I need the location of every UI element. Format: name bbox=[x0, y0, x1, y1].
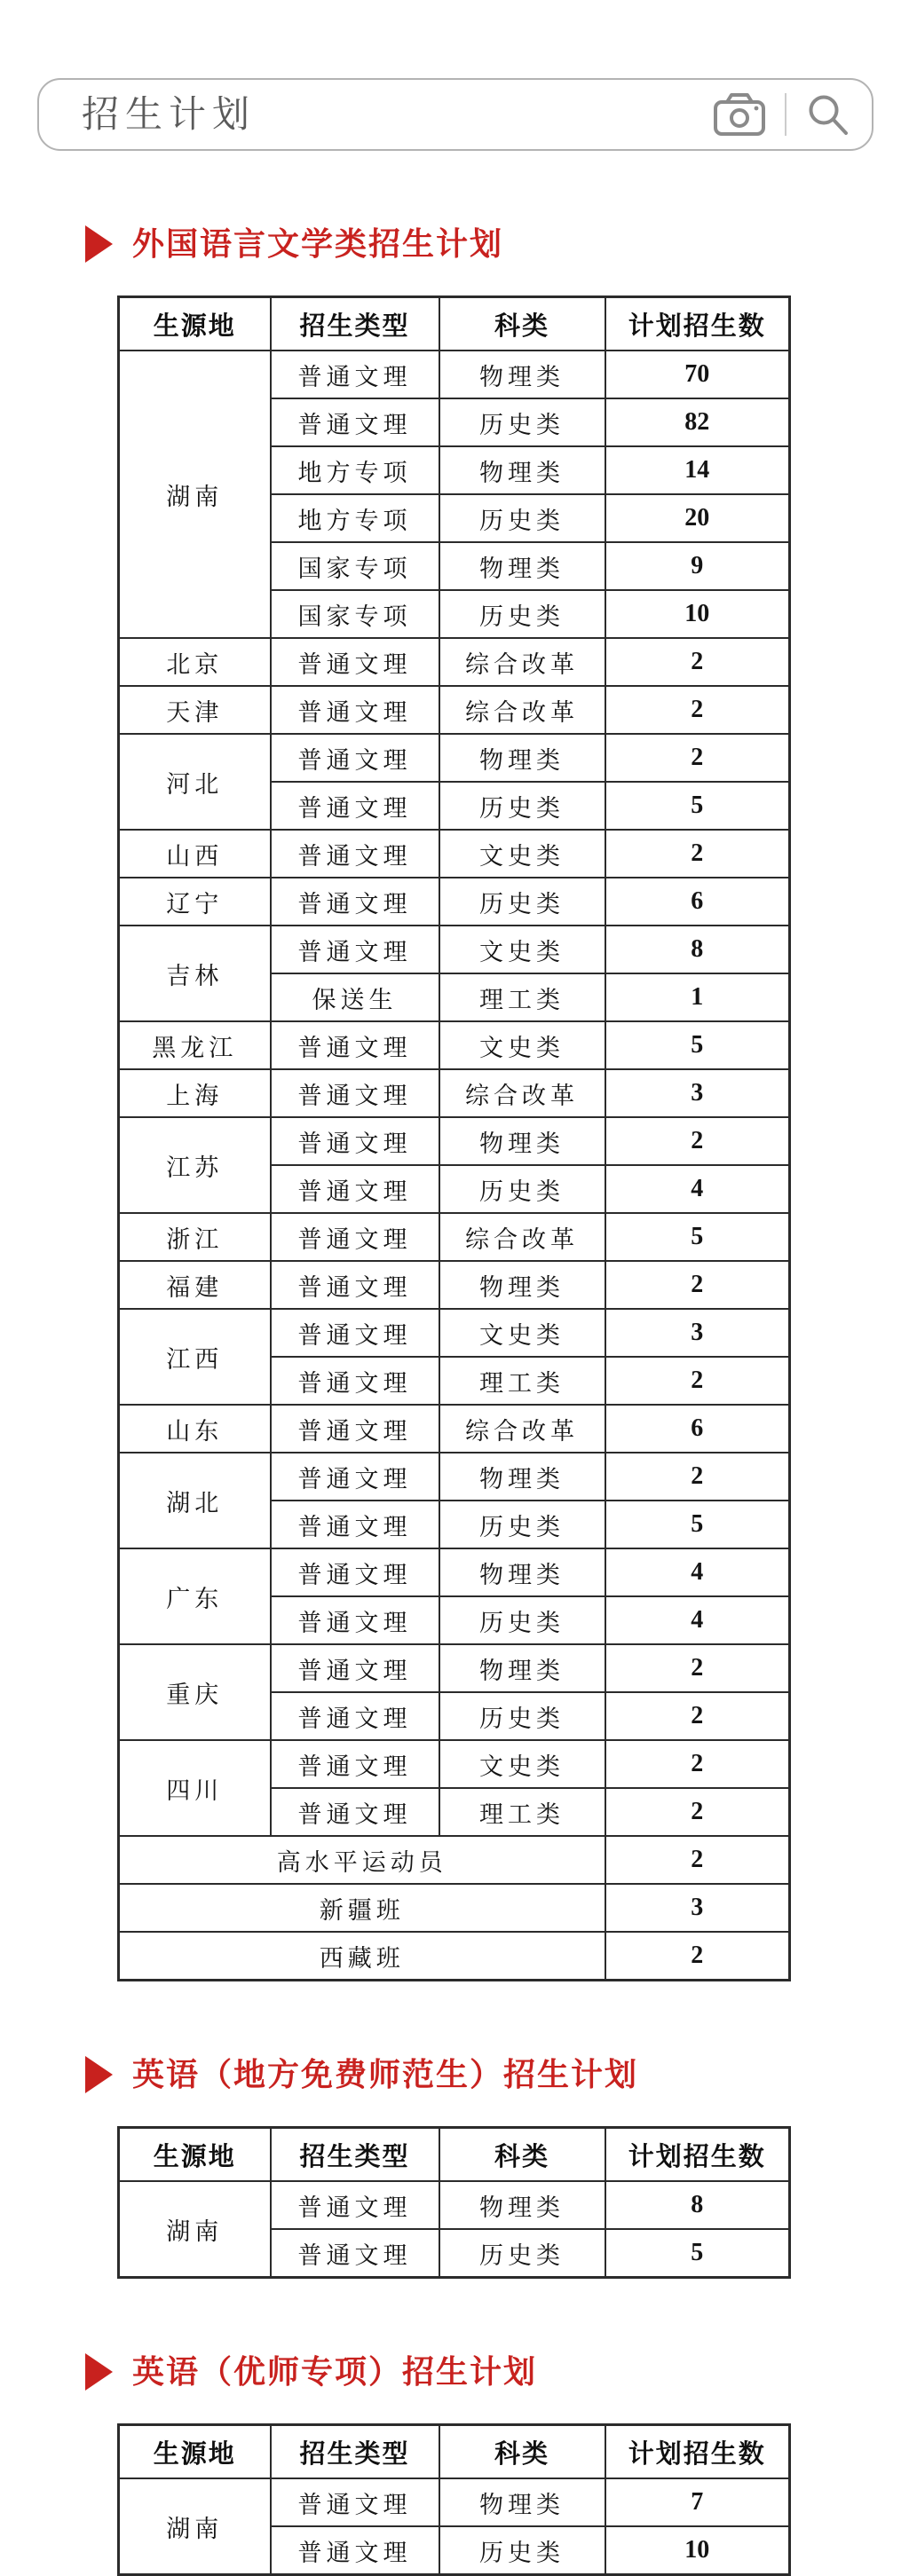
type-cell: 普通文理 bbox=[271, 926, 439, 973]
count-cell: 6 bbox=[605, 1405, 790, 1453]
count-cell: 9 bbox=[605, 542, 790, 590]
special-label-cell: 高水平运动员 bbox=[119, 1836, 605, 1884]
column-header: 生源地 bbox=[119, 2425, 271, 2479]
type-cell: 普通文理 bbox=[271, 1788, 439, 1836]
table-row bbox=[119, 686, 790, 734]
type-cell: 国家专项 bbox=[271, 542, 439, 590]
category-cell: 物理类 bbox=[439, 1261, 605, 1309]
column-header: 生源地 bbox=[119, 2128, 271, 2182]
category-cell: 物理类 bbox=[439, 351, 605, 398]
type-cell: 普通文理 bbox=[271, 878, 439, 926]
table-row bbox=[119, 1117, 790, 1165]
category-cell: 物理类 bbox=[439, 1548, 605, 1596]
type-cell: 普通文理 bbox=[271, 1740, 439, 1788]
table-row bbox=[119, 1309, 790, 1357]
category-cell: 综合改革 bbox=[439, 1405, 605, 1453]
type-cell: 普通文理 bbox=[271, 1213, 439, 1261]
table-row bbox=[119, 1548, 790, 1596]
type-cell: 普通文理 bbox=[271, 1405, 439, 1453]
table-row bbox=[119, 2181, 790, 2229]
count-cell: 2 bbox=[605, 1117, 790, 1165]
category-cell: 历史类 bbox=[439, 2229, 605, 2278]
type-cell: 普通文理 bbox=[271, 1165, 439, 1213]
region-cell: 重庆 bbox=[119, 1644, 271, 1740]
search-icon[interactable] bbox=[804, 91, 850, 138]
category-cell: 历史类 bbox=[439, 494, 605, 542]
region-cell: 湖北 bbox=[119, 1453, 271, 1548]
category-cell: 综合改革 bbox=[439, 638, 605, 686]
type-cell: 普通文理 bbox=[271, 1644, 439, 1692]
category-cell: 物理类 bbox=[439, 1644, 605, 1692]
region-cell: 吉林 bbox=[119, 926, 271, 1021]
table-row bbox=[119, 1740, 790, 1788]
region-cell: 天津 bbox=[119, 686, 271, 734]
plan-section bbox=[0, 2351, 909, 2576]
region-cell: 广东 bbox=[119, 1548, 271, 1644]
table-row bbox=[119, 1021, 790, 1069]
count-cell: 2 bbox=[605, 1836, 790, 1884]
column-header: 生源地 bbox=[119, 297, 271, 351]
type-cell: 普通文理 bbox=[271, 686, 439, 734]
region-cell: 黑龙江 bbox=[119, 1021, 271, 1069]
type-cell: 普通文理 bbox=[271, 1261, 439, 1309]
count-cell: 10 bbox=[605, 2526, 790, 2575]
region-cell: 湖南 bbox=[119, 2181, 271, 2278]
category-cell: 物理类 bbox=[439, 2478, 605, 2526]
count-cell: 5 bbox=[605, 782, 790, 830]
count-cell: 4 bbox=[605, 1165, 790, 1213]
table-header-row bbox=[119, 297, 790, 351]
region-cell: 湖南 bbox=[119, 2478, 271, 2575]
count-cell: 5 bbox=[605, 1501, 790, 1548]
column-header: 计划招生数 bbox=[605, 2128, 790, 2182]
table-header-row bbox=[119, 2128, 790, 2182]
count-cell: 3 bbox=[605, 1069, 790, 1117]
search-bar[interactable] bbox=[37, 78, 873, 151]
table-row bbox=[119, 1213, 790, 1261]
type-cell: 国家专项 bbox=[271, 590, 439, 638]
region-cell: 上海 bbox=[119, 1069, 271, 1117]
column-header: 招生类型 bbox=[271, 297, 439, 351]
category-cell: 历史类 bbox=[439, 1165, 605, 1213]
type-cell: 普通文理 bbox=[271, 1453, 439, 1501]
triangle-icon bbox=[85, 225, 113, 263]
count-cell: 8 bbox=[605, 2181, 790, 2229]
count-cell: 2 bbox=[605, 638, 790, 686]
type-cell: 普通文理 bbox=[271, 2181, 439, 2229]
count-cell: 1 bbox=[605, 973, 790, 1021]
count-cell: 2 bbox=[605, 1932, 790, 1981]
region-cell: 辽宁 bbox=[119, 878, 271, 926]
category-cell: 综合改革 bbox=[439, 686, 605, 734]
type-cell: 普通文理 bbox=[271, 734, 439, 782]
count-cell: 2 bbox=[605, 1788, 790, 1836]
column-header: 计划招生数 bbox=[605, 297, 790, 351]
category-cell: 历史类 bbox=[439, 2526, 605, 2575]
count-cell: 2 bbox=[605, 830, 790, 878]
column-header: 科类 bbox=[439, 2128, 605, 2182]
category-cell: 理工类 bbox=[439, 973, 605, 1021]
category-cell: 物理类 bbox=[439, 734, 605, 782]
category-cell: 历史类 bbox=[439, 782, 605, 830]
count-cell: 5 bbox=[605, 1213, 790, 1261]
type-cell: 普通文理 bbox=[271, 351, 439, 398]
region-cell: 福建 bbox=[119, 1261, 271, 1309]
table-row bbox=[119, 926, 790, 973]
special-label-cell: 新疆班 bbox=[119, 1884, 605, 1932]
category-cell: 理工类 bbox=[439, 1357, 605, 1405]
count-cell: 3 bbox=[605, 1309, 790, 1357]
category-cell: 历史类 bbox=[439, 398, 605, 446]
category-cell: 综合改革 bbox=[439, 1213, 605, 1261]
region-cell: 江苏 bbox=[119, 1117, 271, 1213]
table-row bbox=[119, 638, 790, 686]
category-cell: 历史类 bbox=[439, 878, 605, 926]
count-cell: 2 bbox=[605, 1644, 790, 1692]
region-cell: 河北 bbox=[119, 734, 271, 830]
table-row bbox=[119, 1836, 790, 1884]
count-cell: 20 bbox=[605, 494, 790, 542]
count-cell: 7 bbox=[605, 2478, 790, 2526]
category-cell: 物理类 bbox=[439, 1117, 605, 1165]
section-title bbox=[85, 224, 909, 264]
table-row bbox=[119, 2478, 790, 2526]
count-cell: 2 bbox=[605, 686, 790, 734]
column-header: 科类 bbox=[439, 2425, 605, 2479]
plan-table bbox=[117, 2423, 791, 2576]
category-cell: 文史类 bbox=[439, 830, 605, 878]
table-row bbox=[119, 1932, 790, 1981]
plan-section bbox=[0, 2054, 909, 2279]
type-cell: 普通文理 bbox=[271, 1021, 439, 1069]
type-cell: 普通文理 bbox=[271, 2526, 439, 2575]
plan-table bbox=[117, 295, 791, 1981]
column-header: 招生类型 bbox=[271, 2425, 439, 2479]
category-cell: 历史类 bbox=[439, 590, 605, 638]
divider bbox=[785, 93, 786, 136]
table-row bbox=[119, 1261, 790, 1309]
table-row bbox=[119, 1453, 790, 1501]
region-cell: 山东 bbox=[119, 1405, 271, 1453]
region-cell: 浙江 bbox=[119, 1213, 271, 1261]
count-cell: 2 bbox=[605, 1453, 790, 1501]
table-row bbox=[119, 734, 790, 782]
count-cell: 4 bbox=[605, 1548, 790, 1596]
category-cell: 历史类 bbox=[439, 1501, 605, 1548]
camera-icon[interactable] bbox=[712, 91, 767, 138]
category-cell: 历史类 bbox=[439, 1692, 605, 1740]
region-cell: 北京 bbox=[119, 638, 271, 686]
table-row bbox=[119, 1884, 790, 1932]
special-label-cell: 西藏班 bbox=[119, 1932, 605, 1981]
section-title bbox=[85, 2351, 909, 2391]
type-cell: 普通文理 bbox=[271, 2478, 439, 2526]
type-cell: 地方专项 bbox=[271, 446, 439, 494]
category-cell: 文史类 bbox=[439, 1740, 605, 1788]
column-header: 招生类型 bbox=[271, 2128, 439, 2182]
type-cell: 普通文理 bbox=[271, 1692, 439, 1740]
count-cell: 2 bbox=[605, 1740, 790, 1788]
count-cell: 2 bbox=[605, 734, 790, 782]
count-cell: 5 bbox=[605, 1021, 790, 1069]
search-input[interactable]: 招生计划 bbox=[82, 96, 257, 133]
count-cell: 3 bbox=[605, 1884, 790, 1932]
count-cell: 4 bbox=[605, 1596, 790, 1644]
type-cell: 普通文理 bbox=[271, 1069, 439, 1117]
column-header: 科类 bbox=[439, 297, 605, 351]
count-cell: 5 bbox=[605, 2229, 790, 2278]
category-cell: 理工类 bbox=[439, 1788, 605, 1836]
count-cell: 10 bbox=[605, 590, 790, 638]
table-row bbox=[119, 830, 790, 878]
table-row bbox=[119, 1405, 790, 1453]
category-cell: 文史类 bbox=[439, 926, 605, 973]
table-row bbox=[119, 878, 790, 926]
table-row bbox=[119, 351, 790, 398]
plan-table bbox=[117, 2126, 791, 2279]
type-cell: 普通文理 bbox=[271, 2229, 439, 2278]
count-cell: 2 bbox=[605, 1261, 790, 1309]
content-area bbox=[0, 224, 909, 2576]
type-cell: 地方专项 bbox=[271, 494, 439, 542]
category-cell: 物理类 bbox=[439, 542, 605, 590]
count-cell: 14 bbox=[605, 446, 790, 494]
category-cell: 物理类 bbox=[439, 446, 605, 494]
table-row bbox=[119, 1644, 790, 1692]
category-cell: 综合改革 bbox=[439, 1069, 605, 1117]
type-cell: 普通文理 bbox=[271, 638, 439, 686]
column-header: 计划招生数 bbox=[605, 2425, 790, 2479]
type-cell: 普通文理 bbox=[271, 1309, 439, 1357]
type-cell: 普通文理 bbox=[271, 1548, 439, 1596]
table-row bbox=[119, 1069, 790, 1117]
region-cell: 江西 bbox=[119, 1309, 271, 1405]
count-cell: 82 bbox=[605, 398, 790, 446]
region-cell: 山西 bbox=[119, 830, 271, 878]
region-cell: 湖南 bbox=[119, 351, 271, 638]
type-cell: 普通文理 bbox=[271, 1357, 439, 1405]
type-cell: 普通文理 bbox=[271, 1501, 439, 1548]
type-cell: 普通文理 bbox=[271, 1117, 439, 1165]
type-cell: 普通文理 bbox=[271, 398, 439, 446]
section-title-text: 英语（地方免费师范生）招生计划 bbox=[132, 2056, 639, 2092]
count-cell: 2 bbox=[605, 1692, 790, 1740]
count-cell: 70 bbox=[605, 351, 790, 398]
triangle-icon bbox=[85, 2353, 113, 2391]
plan-section bbox=[0, 224, 909, 1981]
type-cell: 普通文理 bbox=[271, 830, 439, 878]
category-cell: 文史类 bbox=[439, 1021, 605, 1069]
section-title-text: 英语（优师专项）招生计划 bbox=[132, 2353, 538, 2390]
count-cell: 6 bbox=[605, 878, 790, 926]
category-cell: 历史类 bbox=[439, 1596, 605, 1644]
category-cell: 物理类 bbox=[439, 2181, 605, 2229]
type-cell: 保送生 bbox=[271, 973, 439, 1021]
type-cell: 普通文理 bbox=[271, 782, 439, 830]
triangle-icon bbox=[85, 2056, 113, 2093]
count-cell: 2 bbox=[605, 1357, 790, 1405]
category-cell: 文史类 bbox=[439, 1309, 605, 1357]
count-cell: 8 bbox=[605, 926, 790, 973]
category-cell: 物理类 bbox=[439, 1453, 605, 1501]
section-title bbox=[85, 2054, 909, 2094]
table-header-row bbox=[119, 2425, 790, 2479]
region-cell: 四川 bbox=[119, 1740, 271, 1836]
section-title-text: 外国语言文学类招生计划 bbox=[132, 225, 504, 262]
type-cell: 普通文理 bbox=[271, 1596, 439, 1644]
